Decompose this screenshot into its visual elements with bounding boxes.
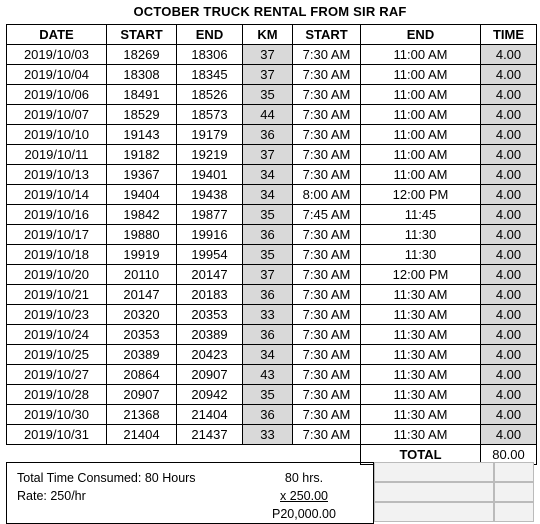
odometer-start-cell: 18269: [107, 45, 177, 65]
time-start-cell: 7:30 AM: [293, 225, 361, 245]
odometer-end-cell: 20389: [177, 325, 243, 345]
time-start-cell: 7:30 AM: [293, 345, 361, 365]
date-cell: 2019/10/11: [7, 145, 107, 165]
header-time-start: START: [293, 25, 361, 45]
odometer-end-cell: 21404: [177, 405, 243, 425]
table-row: [7, 65, 537, 85]
table-row: [7, 405, 537, 425]
date-cell: 2019/10/06: [7, 85, 107, 105]
hours-cell: 4.00: [481, 185, 537, 205]
grid-cell: [494, 502, 534, 522]
odometer-start-cell: 20389: [107, 345, 177, 365]
odometer-start-cell: 18491: [107, 85, 177, 105]
time-end-cell: 11:30 AM: [361, 345, 481, 365]
grid-cell: [374, 482, 494, 502]
time-start-cell: 7:30 AM: [293, 45, 361, 65]
header-time-end: END: [361, 25, 481, 45]
table-row: [7, 285, 537, 305]
km-cell: 34: [243, 345, 293, 365]
time-start-cell: 7:30 AM: [293, 265, 361, 285]
odometer-start-cell: 19404: [107, 185, 177, 205]
time-start-cell: 7:30 AM: [293, 85, 361, 105]
date-cell: 2019/10/23: [7, 305, 107, 325]
time-start-cell: 7:30 AM: [293, 245, 361, 265]
time-start-cell: 7:30 AM: [293, 145, 361, 165]
odometer-start-cell: 21368: [107, 405, 177, 425]
table-row: [7, 385, 537, 405]
time-end-cell: 11:30 AM: [361, 385, 481, 405]
rate-text: Rate: 250/hr: [17, 489, 86, 503]
km-cell: 37: [243, 45, 293, 65]
odometer-end-cell: 18526: [177, 85, 243, 105]
date-cell: 2019/10/13: [7, 165, 107, 185]
date-cell: 2019/10/27: [7, 365, 107, 385]
header-date: DATE: [7, 25, 107, 45]
hours-cell: 4.00: [481, 145, 537, 165]
hours-cell: 4.00: [481, 365, 537, 385]
km-cell: 35: [243, 245, 293, 265]
date-cell: 2019/10/17: [7, 225, 107, 245]
date-cell: 2019/10/14: [7, 185, 107, 205]
time-start-cell: 7:30 AM: [293, 325, 361, 345]
hours-cell: 4.00: [481, 125, 537, 145]
table-row: [7, 365, 537, 385]
km-cell: 35: [243, 85, 293, 105]
odometer-start-cell: 20110: [107, 265, 177, 285]
hours-cell: 4.00: [481, 205, 537, 225]
hours-value: 80 hrs.: [284, 471, 324, 485]
table-row: [7, 145, 537, 165]
km-cell: 34: [243, 165, 293, 185]
odometer-end-cell: 19179: [177, 125, 243, 145]
km-cell: 36: [243, 285, 293, 305]
date-cell: 2019/10/30: [7, 405, 107, 425]
time-start-cell: 7:30 AM: [293, 365, 361, 385]
sheet-title: OCTOBER TRUCK RENTAL FROM SIR RAF: [133, 4, 407, 19]
table-row: [7, 205, 537, 225]
table-row: [7, 265, 537, 285]
date-cell: 2019/10/31: [7, 425, 107, 445]
time-end-cell: 11:30 AM: [361, 405, 481, 425]
time-end-cell: 11:30 AM: [361, 365, 481, 385]
time-start-cell: 7:30 AM: [293, 105, 361, 125]
km-cell: 34: [243, 185, 293, 205]
multiplier-value: x 250.00: [280, 489, 328, 503]
time-end-cell: 11:30: [361, 245, 481, 265]
table-row: [7, 105, 537, 125]
time-end-cell: 11:00 AM: [361, 45, 481, 65]
time-end-cell: 11:00 AM: [361, 125, 481, 145]
time-end-cell: 11:30 AM: [361, 325, 481, 345]
hours-cell: 4.00: [481, 305, 537, 325]
table-row: [7, 325, 537, 345]
time-end-cell: 12:00 PM: [361, 265, 481, 285]
time-end-cell: 11:30 AM: [361, 425, 481, 445]
hours-cell: 4.00: [481, 45, 537, 65]
km-cell: 37: [243, 265, 293, 285]
table-row: [7, 425, 537, 445]
table-row: [7, 165, 537, 185]
total-label: TOTAL: [361, 445, 481, 465]
time-start-cell: 7:30 AM: [293, 405, 361, 425]
hours-cell: 4.00: [481, 65, 537, 85]
hours-cell: 4.00: [481, 245, 537, 265]
hours-cell: 4.00: [481, 325, 537, 345]
odometer-end-cell: 19401: [177, 165, 243, 185]
date-cell: 2019/10/07: [7, 105, 107, 125]
time-start-cell: 7:30 AM: [293, 125, 361, 145]
table-row: [7, 245, 537, 265]
odometer-end-cell: 20942: [177, 385, 243, 405]
header-odometer-end: END: [177, 25, 243, 45]
odometer-end-cell: 20423: [177, 345, 243, 365]
table-row: [7, 85, 537, 105]
km-cell: 36: [243, 405, 293, 425]
total-value: 80.00: [481, 445, 537, 465]
date-cell: 2019/10/04: [7, 65, 107, 85]
km-cell: 36: [243, 325, 293, 345]
table-row: [7, 305, 537, 325]
table-row: [7, 345, 537, 365]
odometer-end-cell: 20907: [177, 365, 243, 385]
odometer-start-cell: 19367: [107, 165, 177, 185]
hours-cell: 4.00: [481, 425, 537, 445]
odometer-end-cell: 19219: [177, 145, 243, 165]
header-time: TIME: [481, 25, 537, 45]
km-cell: 37: [243, 145, 293, 165]
odometer-end-cell: 20353: [177, 305, 243, 325]
time-end-cell: 11:00 AM: [361, 105, 481, 125]
hours-cell: 4.00: [481, 225, 537, 245]
hours-cell: 4.00: [481, 105, 537, 125]
odometer-end-cell: 18306: [177, 45, 243, 65]
header-row: [7, 25, 537, 45]
odometer-end-cell: 18345: [177, 65, 243, 85]
km-cell: 35: [243, 385, 293, 405]
date-cell: 2019/10/10: [7, 125, 107, 145]
odometer-end-cell: 21437: [177, 425, 243, 445]
summary-box: [6, 462, 374, 524]
km-cell: 37: [243, 65, 293, 85]
table-row: [7, 185, 537, 205]
grid-cell: [494, 462, 534, 482]
time-start-cell: 7:30 AM: [293, 305, 361, 325]
odometer-start-cell: 19880: [107, 225, 177, 245]
grid-cell: [494, 482, 534, 502]
header-odometer-start: START: [107, 25, 177, 45]
time-end-cell: 11:30 AM: [361, 285, 481, 305]
grid-cell: [374, 502, 494, 522]
km-cell: 33: [243, 305, 293, 325]
time-end-cell: 11:00 AM: [361, 145, 481, 165]
odometer-start-cell: 20147: [107, 285, 177, 305]
time-start-cell: 8:00 AM: [293, 185, 361, 205]
time-start-cell: 7:30 AM: [293, 165, 361, 185]
hours-cell: 4.00: [481, 285, 537, 305]
time-end-cell: 11:30 AM: [361, 305, 481, 325]
odometer-start-cell: 18308: [107, 65, 177, 85]
time-consumed-text: Total Time Consumed: 80 Hours: [17, 471, 196, 485]
odometer-start-cell: 18529: [107, 105, 177, 125]
odometer-start-cell: 21404: [107, 425, 177, 445]
summary-calculation: [257, 469, 351, 523]
time-end-cell: 12:00 PM: [361, 185, 481, 205]
odometer-end-cell: 20183: [177, 285, 243, 305]
hours-cell: 4.00: [481, 85, 537, 105]
amount-value: P20,000.00: [272, 507, 336, 521]
km-cell: 43: [243, 365, 293, 385]
time-end-cell: 11:30: [361, 225, 481, 245]
table-row: [7, 225, 537, 245]
summary-labels: [17, 469, 196, 505]
odometer-start-cell: 19842: [107, 205, 177, 225]
empty-grid-cells: [374, 462, 534, 522]
header-km: KM: [243, 25, 293, 45]
date-cell: 2019/10/21: [7, 285, 107, 305]
hours-cell: 4.00: [481, 345, 537, 365]
km-cell: 36: [243, 225, 293, 245]
time-end-cell: 11:00 AM: [361, 85, 481, 105]
grid-cell: [374, 462, 494, 482]
time-end-cell: 11:00 AM: [361, 65, 481, 85]
odometer-end-cell: 18573: [177, 105, 243, 125]
date-cell: 2019/10/25: [7, 345, 107, 365]
km-cell: 36: [243, 125, 293, 145]
rental-log-table: [6, 24, 537, 465]
hours-cell: 4.00: [481, 265, 537, 285]
hours-cell: 4.00: [481, 165, 537, 185]
odometer-start-cell: 19182: [107, 145, 177, 165]
hours-cell: 4.00: [481, 385, 537, 405]
date-cell: 2019/10/24: [7, 325, 107, 345]
odometer-end-cell: 19916: [177, 225, 243, 245]
hours-cell: 4.00: [481, 405, 537, 425]
odometer-end-cell: 20147: [177, 265, 243, 285]
time-start-cell: 7:30 AM: [293, 65, 361, 85]
date-cell: 2019/10/16: [7, 205, 107, 225]
table-row: [7, 45, 537, 65]
odometer-end-cell: 19438: [177, 185, 243, 205]
time-start-cell: 7:30 AM: [293, 385, 361, 405]
odometer-end-cell: 19877: [177, 205, 243, 225]
time-end-cell: 11:00 AM: [361, 165, 481, 185]
odometer-end-cell: 19954: [177, 245, 243, 265]
odometer-start-cell: 20353: [107, 325, 177, 345]
odometer-start-cell: 19919: [107, 245, 177, 265]
date-cell: 2019/10/20: [7, 265, 107, 285]
time-start-cell: 7:30 AM: [293, 285, 361, 305]
km-cell: 44: [243, 105, 293, 125]
odometer-start-cell: 20864: [107, 365, 177, 385]
odometer-start-cell: 20907: [107, 385, 177, 405]
odometer-start-cell: 19143: [107, 125, 177, 145]
date-cell: 2019/10/28: [7, 385, 107, 405]
odometer-start-cell: 20320: [107, 305, 177, 325]
table-row: [7, 125, 537, 145]
time-end-cell: 11:45: [361, 205, 481, 225]
km-cell: 35: [243, 205, 293, 225]
time-start-cell: 7:30 AM: [293, 425, 361, 445]
date-cell: 2019/10/03: [7, 45, 107, 65]
date-cell: 2019/10/18: [7, 245, 107, 265]
time-start-cell: 7:45 AM: [293, 205, 361, 225]
km-cell: 33: [243, 425, 293, 445]
